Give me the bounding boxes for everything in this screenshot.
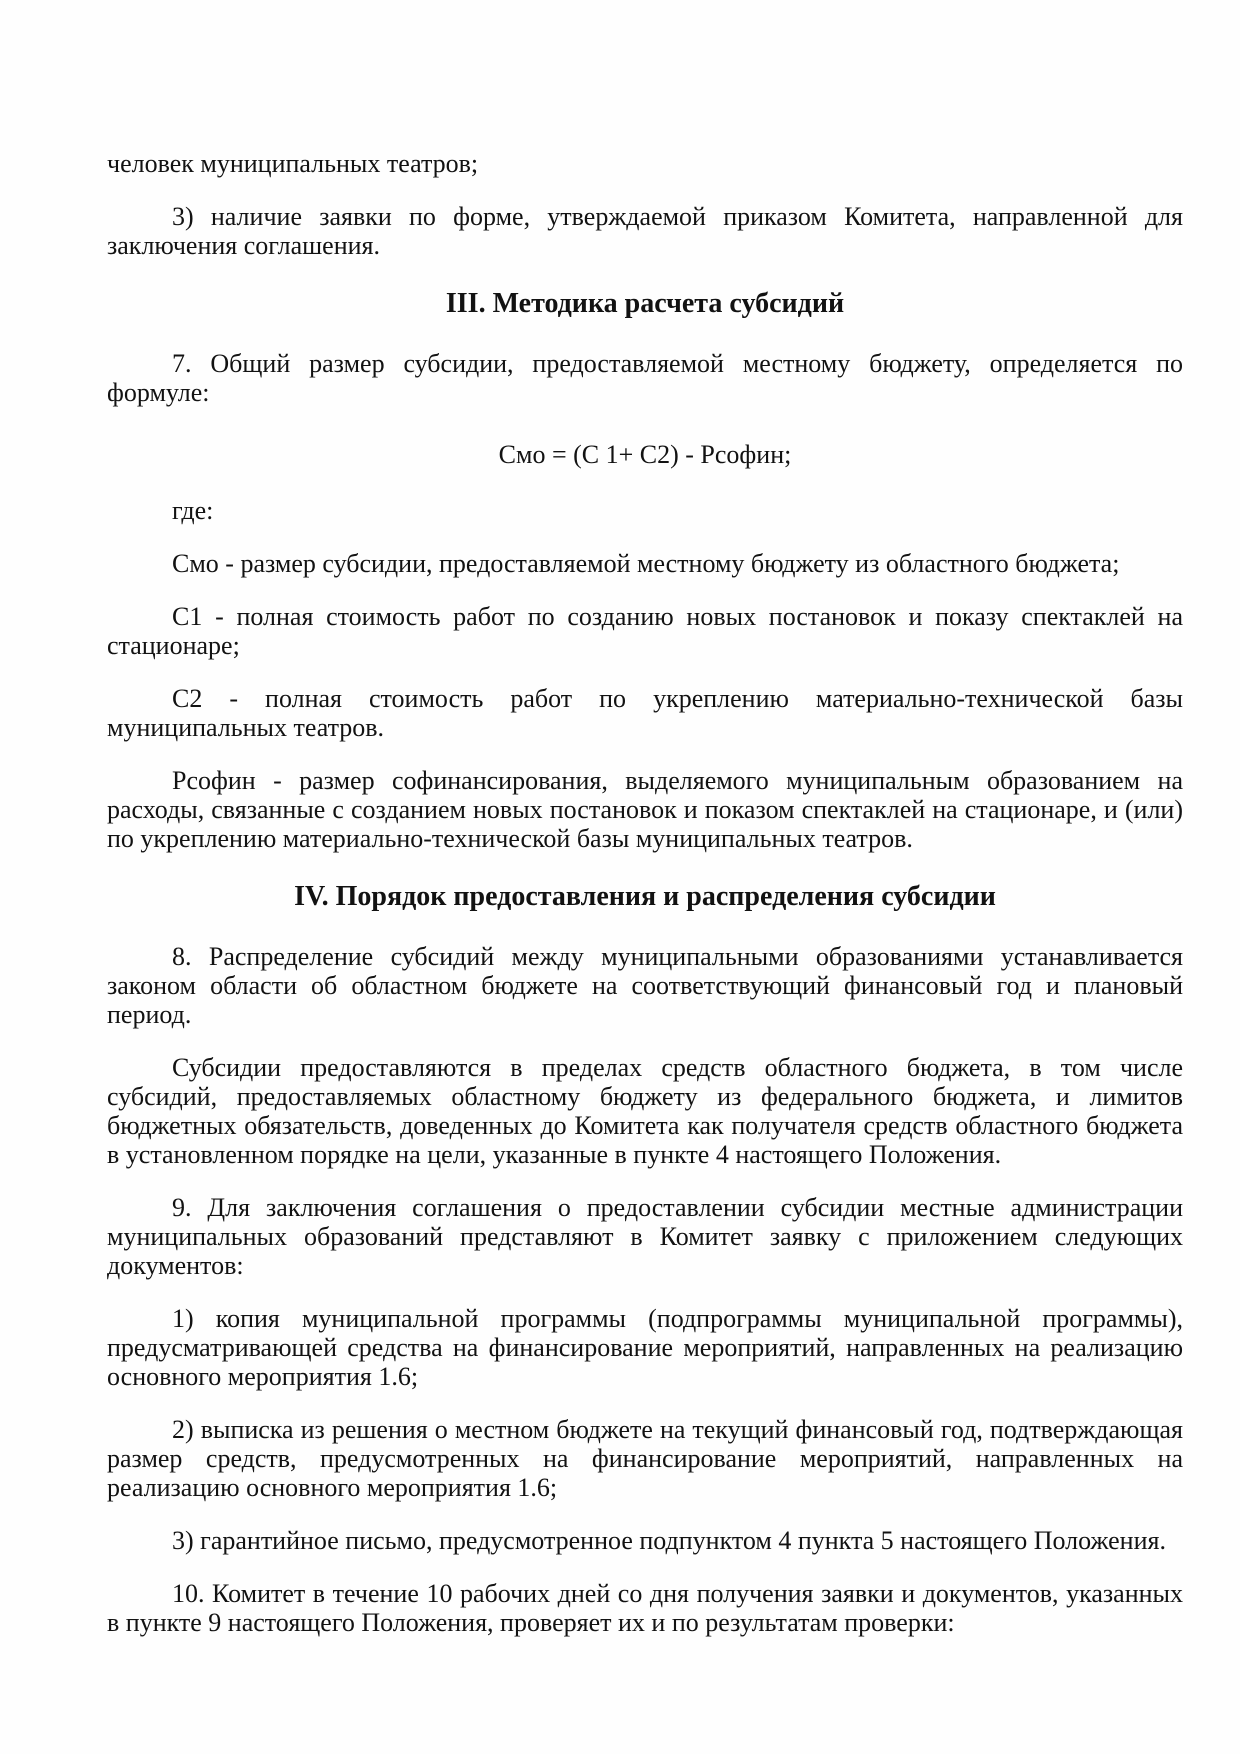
paragraph-document-1: 1) копия муниципальной программы (подпрограммы муниципальной программы), предусматривающей средства на финансирование мероприятий, направленных на реализацию основного мероприятия 1.6; bbox=[107, 1304, 1183, 1391]
paragraph-rsofin-definition: Рсофин - размер софинансирования, выделяемого муниципальным образованием на расходы, связанные с созданием новых постановок и показом спектаклей на стационаре, и (или) по укреплению материально-технической базы муниципальных театров. bbox=[107, 766, 1183, 853]
section-heading-3: III. Методика расчета субсидий bbox=[445, 288, 845, 319]
paragraph-c2-definition: С2 - полная стоимость работ по укреплению материально-технической базы муниципальных театров. bbox=[107, 684, 1183, 742]
section-heading-4: IV. Порядок предоставления и распределения субсидии bbox=[294, 881, 996, 912]
paragraph-item-3-application: 3) наличие заявки по форме, утверждаемой приказом Комитета, направленной для заключения соглашения. bbox=[107, 202, 1183, 260]
subsidy-formula: Смо = (С 1+ С2) - Рсофин; bbox=[498, 440, 792, 469]
paragraph-theatres-continuation: человек муниципальных театров; bbox=[107, 149, 479, 178]
paragraph-document-2: 2) выписка из решения о местном бюджете на текущий финансовый год, подтверждающая размер средств, предусмотренных на финансирование мероприятий, направленных на реализацию основного мероприятия 1.6; bbox=[107, 1415, 1183, 1502]
paragraph-point-9: 9. Для заключения соглашения о предоставлении субсидии местные администрации муниципальных образований представляют в Комитет заявку с приложением следующих документов: bbox=[107, 1193, 1183, 1280]
paragraph-smo-definition: Смо - размер субсидии, предоставляемой местному бюджету из областного бюджета; bbox=[172, 549, 1120, 578]
paragraph-point-10: 10. Комитет в течение 10 рабочих дней со дня получения заявки и документов, указанных в пункте 9 настоящего Положения, проверяет их и по результатам проверки: bbox=[107, 1579, 1183, 1637]
paragraph-point-7: 7. Общий размер субсидии, предоставляемой местному бюджету, определяется по формуле: bbox=[107, 349, 1183, 407]
paragraph-c1-definition: С1 - полная стоимость работ по созданию новых постановок и показу спектаклей на стационаре; bbox=[107, 602, 1183, 660]
paragraph-where: где: bbox=[172, 496, 214, 525]
paragraph-subsidy-limits: Субсидии предоставляются в пределах средств областного бюджета, в том числе субсидий, предоставляемых областному бюджету из федерального бюджета, и лимитов бюджетных обязательств, доведенных до Комитета как получателя средств областного бюджета в установленном порядке на цели, указанные в пункте 4 настоящего Положения. bbox=[107, 1053, 1183, 1169]
paragraph-document-3: 3) гарантийное письмо, предусмотренное подпунктом 4 пункта 5 настоящего Положения. bbox=[172, 1526, 1166, 1555]
paragraph-point-8: 8. Распределение субсидий между муниципальными образованиями устанавливается законом области об областном бюджете на соответствующий финансовый год и плановый период. bbox=[107, 942, 1183, 1029]
